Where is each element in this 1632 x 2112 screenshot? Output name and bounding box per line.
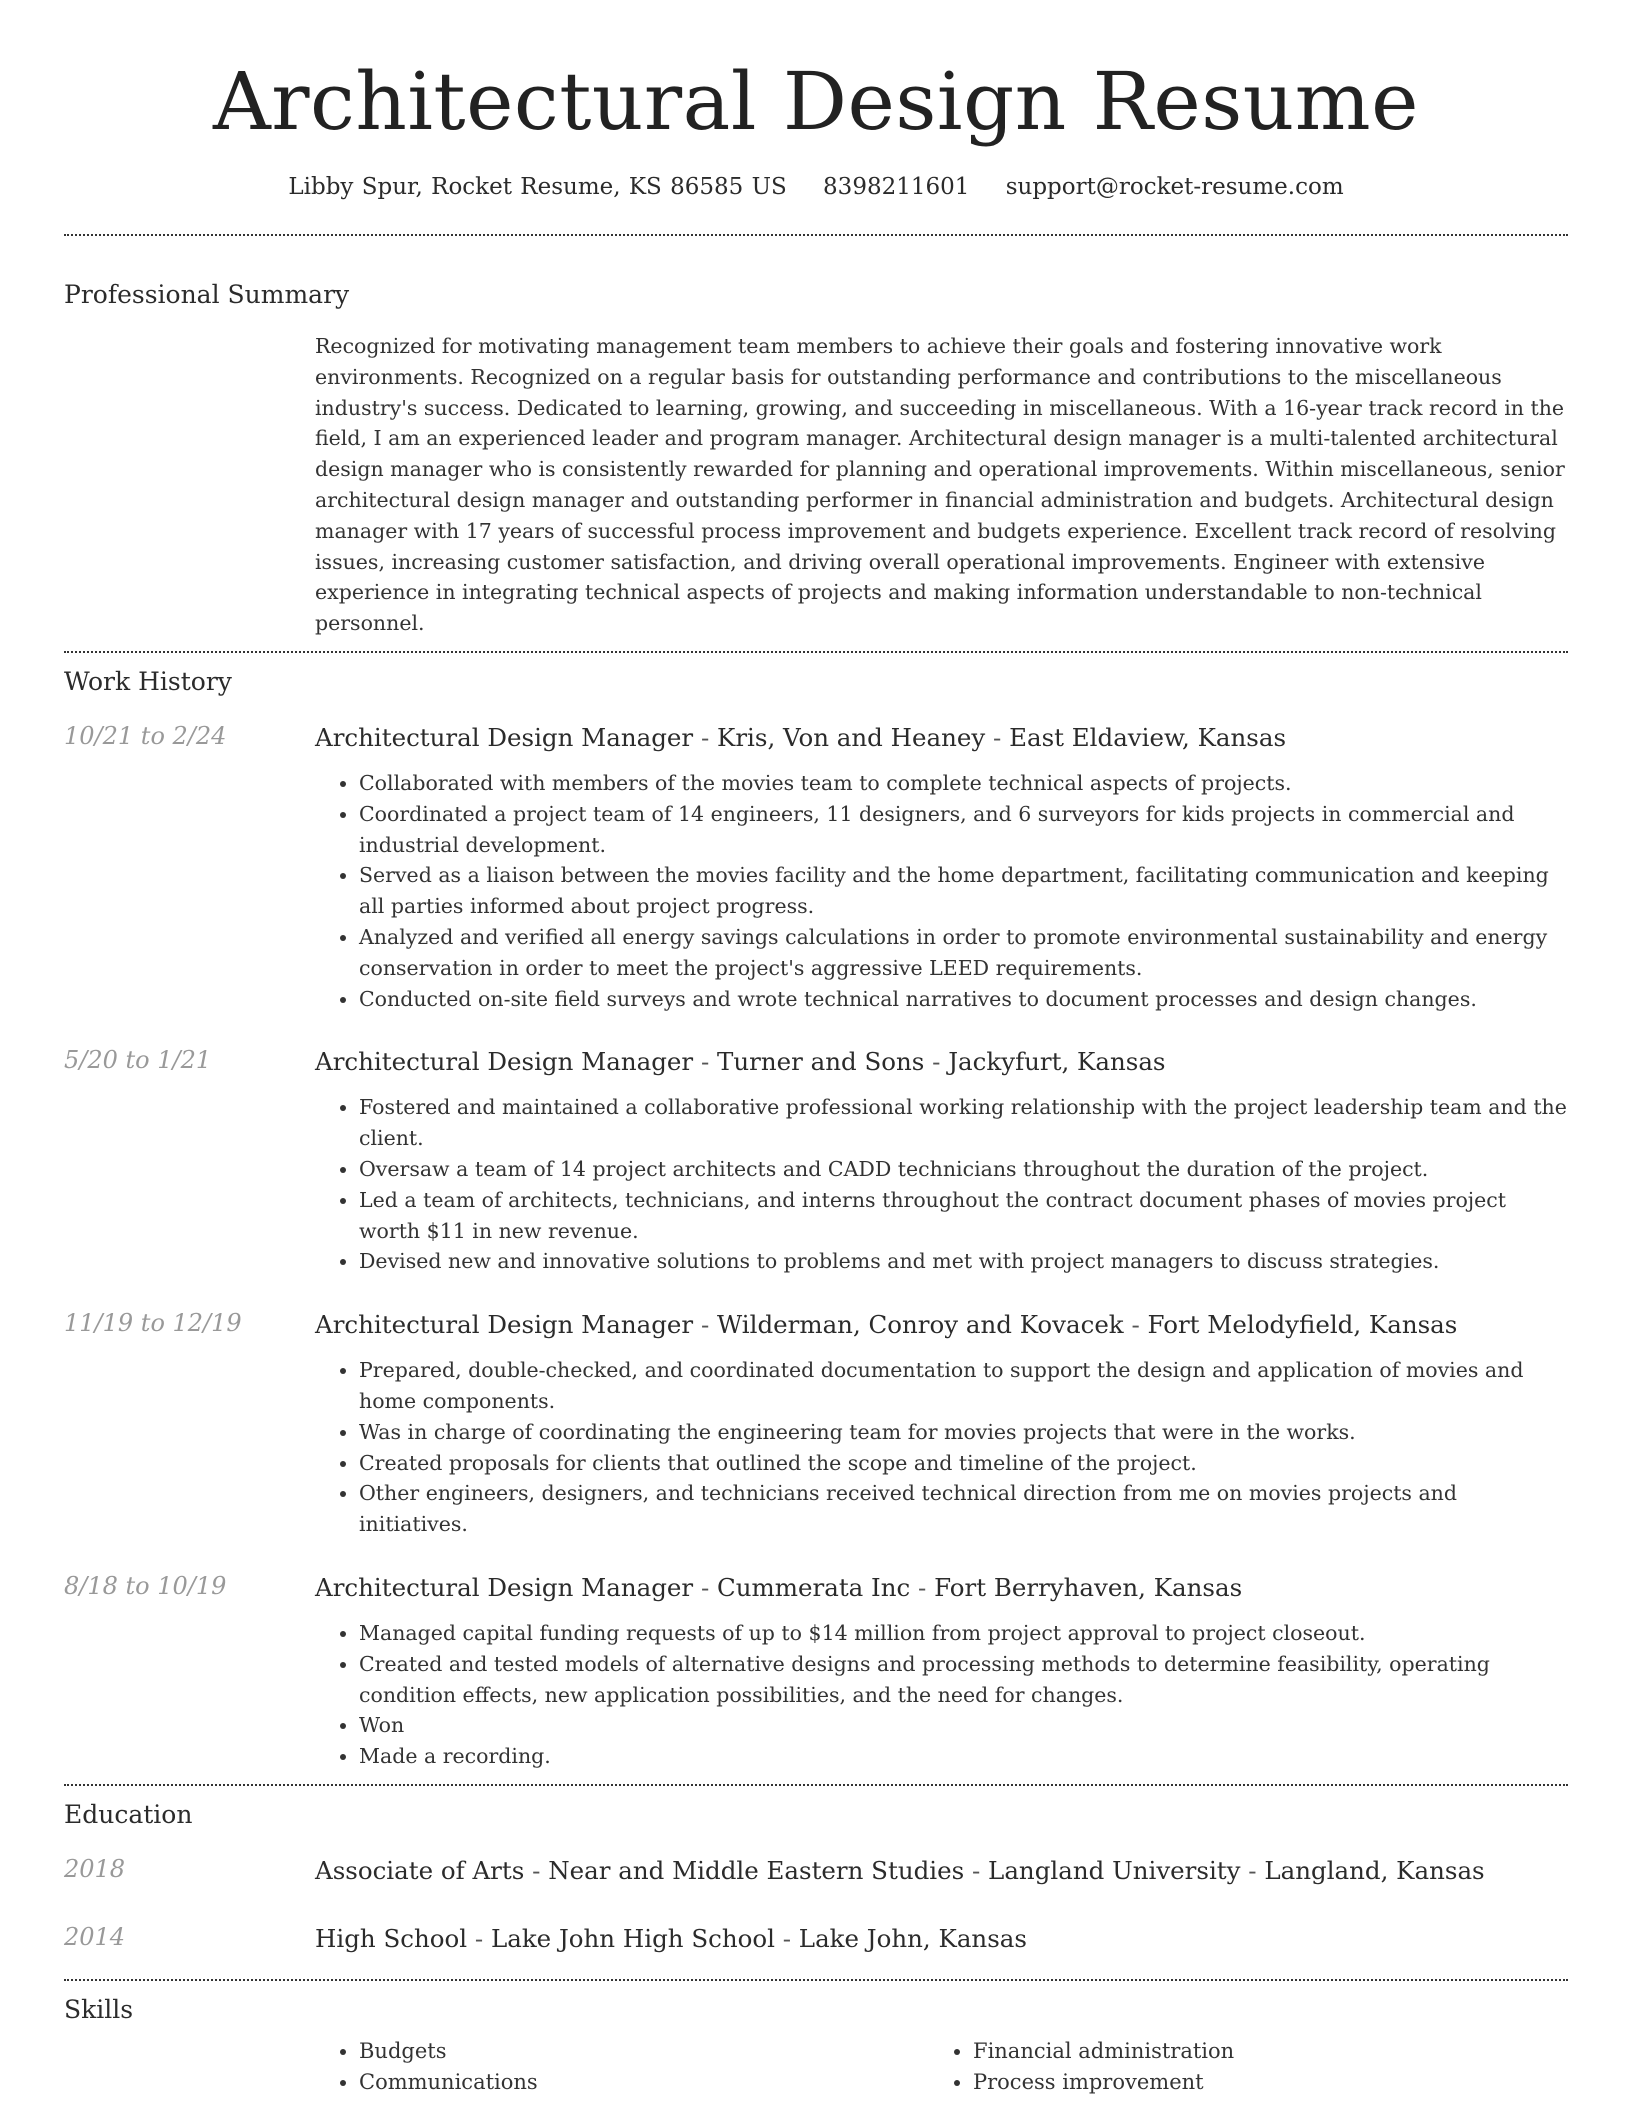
list-item: • Led a team of architects, technicians, and interns throughout the contract document phases of movies project worth $11 in new revenue. [359,1185,1568,1247]
contact-phone: 8398211601 [823,174,970,200]
work-history-section [64,667,1568,1772]
work-history-heading: Work History [64,666,232,696]
work-company: Wilderman, Conroy and Kovacek [717,1310,1124,1340]
work-date: 8/18 to 10/19 [64,1571,227,1600]
education-date: 2014 [64,1922,126,1951]
list-item: • Collaborated with members of the movies team to complete technical aspects of projects. [359,768,1568,799]
skill-item: • Financial administration [973,2036,1543,2067]
list-item: • Created proposals for clients that outlined the scope and timeline of the project. [359,1448,1568,1479]
work-date: 11/19 to 12/19 [64,1309,242,1338]
education-field: Near and Middle Eastern Studies [548,1855,965,1885]
education-school: Lake John High School [490,1923,775,1953]
work-bullets [315,1618,1568,1772]
contact-email[interactable]: support@rocket-resume.com [1005,174,1344,200]
work-company: Turner and Sons [717,1047,925,1077]
list-item: • Made a recording. [359,1741,1568,1772]
skill-item: • Process improvement [973,2067,1543,2098]
work-company: Cummerata Inc [717,1572,911,1602]
work-role: Architectural Design Manager [315,1310,694,1340]
work-title: Architectural Design Manager - Kris, Von and Heaney - East Eldaview, Kansas [315,722,1287,752]
work-bullets [315,1092,1568,1277]
skills-column-left [315,2036,929,2098]
work-role: Architectural Design Manager [315,1572,694,1602]
page-title: Architectural Design Resume [213,55,1419,148]
skill-item: • Budgets [359,2036,929,2067]
work-entry [64,722,1568,1014]
work-entry [64,1309,1568,1540]
list-item: • Devised new and innovative solutions to problems and met with project managers to discuss strategies. [359,1246,1568,1277]
contact-address: Libby Spur, Rocket Resume, KS 86585 US [288,174,787,200]
work-location: Fort Melodyfield, Kansas [1147,1310,1458,1340]
skills-grid [315,2036,1568,2098]
education-degree: High School [315,1923,468,1953]
education-entry [64,1855,1568,1887]
work-entry [64,1046,1568,1277]
education-heading: Education [64,1799,193,1829]
divider [64,1979,1568,1981]
work-location: Jackyfurt, Kansas [948,1047,1166,1077]
work-date: 10/21 to 2/24 [64,721,227,750]
education-date: 2018 [64,1854,126,1883]
resume-page [64,0,1568,2097]
education-location: Lake John, Kansas [798,1923,1027,1953]
education-section [64,1800,1568,1955]
list-item: • Oversaw a team of 14 project architects and CADD technicians throughout the duration of the project. [359,1154,1568,1185]
skills-section [64,1995,1568,2098]
list-item: • Conducted on-site field surveys and wrote technical narratives to document processes and design changes. [359,984,1568,1015]
summary-heading: Professional Summary [64,280,350,309]
divider [64,1784,1568,1786]
skill-item: • Communications [359,2067,929,2098]
skills-heading: Skills [64,1994,134,2024]
education-school: Langland University [988,1855,1241,1885]
work-date: 5/20 to 1/21 [64,1046,212,1075]
list-item: • Managed capital funding requests of up to $14 million from project approval to project closeout. [359,1618,1568,1649]
work-bullets [315,1355,1568,1540]
work-title: Architectural Design Manager - Turner and Sons - Jackyfurt, Kansas [315,1047,1166,1077]
list-item: • Analyzed and verified all energy savings calculations in order to promote environmental sustainability and energy conservation in order to meet the project's aggressive LEED requirements. [359,922,1568,984]
list-item: • Created and tested models of alternative designs and processing methods to determine feasibility, operating condition effects, new application possibilities, and the need for changes. [359,1649,1568,1711]
list-item: • Prepared, double-checked, and coordinated documentation to support the design and application of movies and home components. [359,1355,1568,1417]
skills-column-right [929,2036,1543,2098]
work-title: Architectural Design Manager - Wilderman, Conroy and Kovacek - Fort Melodyfield, Kansas [315,1310,1458,1340]
divider [64,234,1568,236]
work-entry [64,1572,1568,1772]
education-title: High School - Lake John High School - Lake John, Kansas [315,1923,1027,1953]
education-degree: Associate of Arts [315,1855,525,1885]
work-role: Architectural Design Manager [315,1047,694,1077]
work-location: Fort Berryhaven, Kansas [934,1572,1243,1602]
education-entry [64,1923,1568,1955]
education-location: Langland, Kansas [1264,1855,1485,1885]
work-bullets [315,768,1568,1014]
work-role: Architectural Design Manager [315,722,694,752]
list-item: • Coordinated a project team of 14 engineers, 11 designers, and 6 surveyors for kids projects in commercial and industrial development. [359,799,1568,861]
work-company: Kris, Von and Heaney [717,722,986,752]
divider [64,651,1568,653]
education-title: Associate of Arts - Near and Middle Eastern Studies - Langland University - Langland, Kansas [315,1855,1485,1885]
list-item: • Fostered and maintained a collaborative professional working relationship with the project leadership team and the client. [359,1092,1568,1154]
work-title: Architectural Design Manager - Cummerata Inc - Fort Berryhaven, Kansas [315,1572,1243,1602]
list-item: • Won [359,1710,1568,1741]
list-item: • Other engineers, designers, and technicians received technical direction from me on movies projects and initiatives. [359,1478,1568,1540]
list-item: • Was in charge of coordinating the engineering team for movies projects that were in the works. [359,1417,1568,1448]
contact-line [64,174,1568,200]
work-location: East Eldaview, Kansas [1009,722,1287,752]
summary-text: Recognized for motivating management team members to achieve their goals and fostering innovative work environments. Recognized on a regular basis for outstanding performance and contributions to the miscellaneous industry's success. Dedicated to learning, growing, and succeeding in miscellaneous. With a 16-year track record in the field, I am an experienced leader and program manager. Architectural design manager is a multi-talented architectural design manager who is consistently rewarded for planning and operational improvements. Within miscellaneous, senior architectural design manager and outstanding performer in financial administration and budgets. Architectural design manager with 17 years of successful process improvement and budgets experience. Excellent track record of resolving issues, increasing customer satisfaction, and driving overall operational improvements. Engineer with extensive experience in integrating technical aspects of projects and making information understandable to non-technical personnel. [315,334,1565,636]
list-item: • Served as a liaison between the movies facility and the home department, facilitating communication and keeping all parties informed about project progress. [359,860,1568,922]
